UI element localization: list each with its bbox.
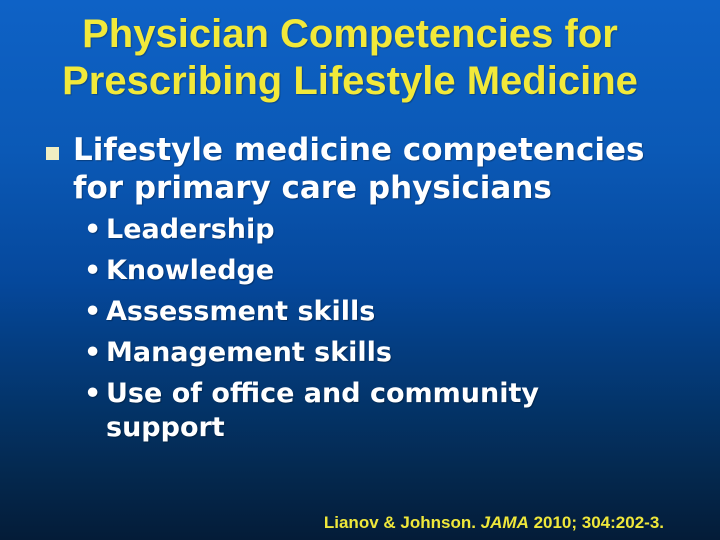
square-bullet-icon [46, 147, 59, 160]
sub-bullet-text: Assessment skills [106, 296, 376, 327]
bullet-dot-icon: • [84, 378, 102, 409]
sub-bullet-text: Use of office and community support [106, 378, 539, 443]
title-line-2: Prescribing Lifestyle Medicine [62, 59, 638, 103]
sub-bullet-text: Knowledge [106, 255, 275, 286]
main-bullet-text: Lifestyle medicine competencies for primary care physicians [73, 132, 645, 206]
sub-bullet-item [84, 213, 576, 247]
sub-bullet-list [84, 213, 576, 452]
bullet-dot-icon: • [84, 296, 102, 327]
sub-bullet-text: Leadership [106, 214, 275, 245]
citation-journal: JAMA [480, 513, 529, 532]
main-bullet [46, 131, 648, 207]
sub-bullet-text: Management skills [106, 337, 393, 368]
sub-bullet-item [84, 254, 576, 288]
bullet-dot-icon: • [84, 337, 102, 368]
sub-bullet-item [84, 377, 576, 445]
bullet-dot-icon: • [84, 255, 102, 286]
slide-title [0, 11, 700, 105]
sub-bullet-item [84, 295, 576, 329]
title-line-1: Physician Competencies for [82, 12, 618, 56]
citation-suffix: 2010; 304:202-3. [528, 513, 664, 532]
citation [324, 512, 664, 533]
bullet-dot-icon: • [84, 214, 102, 245]
citation-prefix: Lianov & Johnson. [323, 513, 481, 532]
sub-bullet-item [84, 336, 576, 370]
